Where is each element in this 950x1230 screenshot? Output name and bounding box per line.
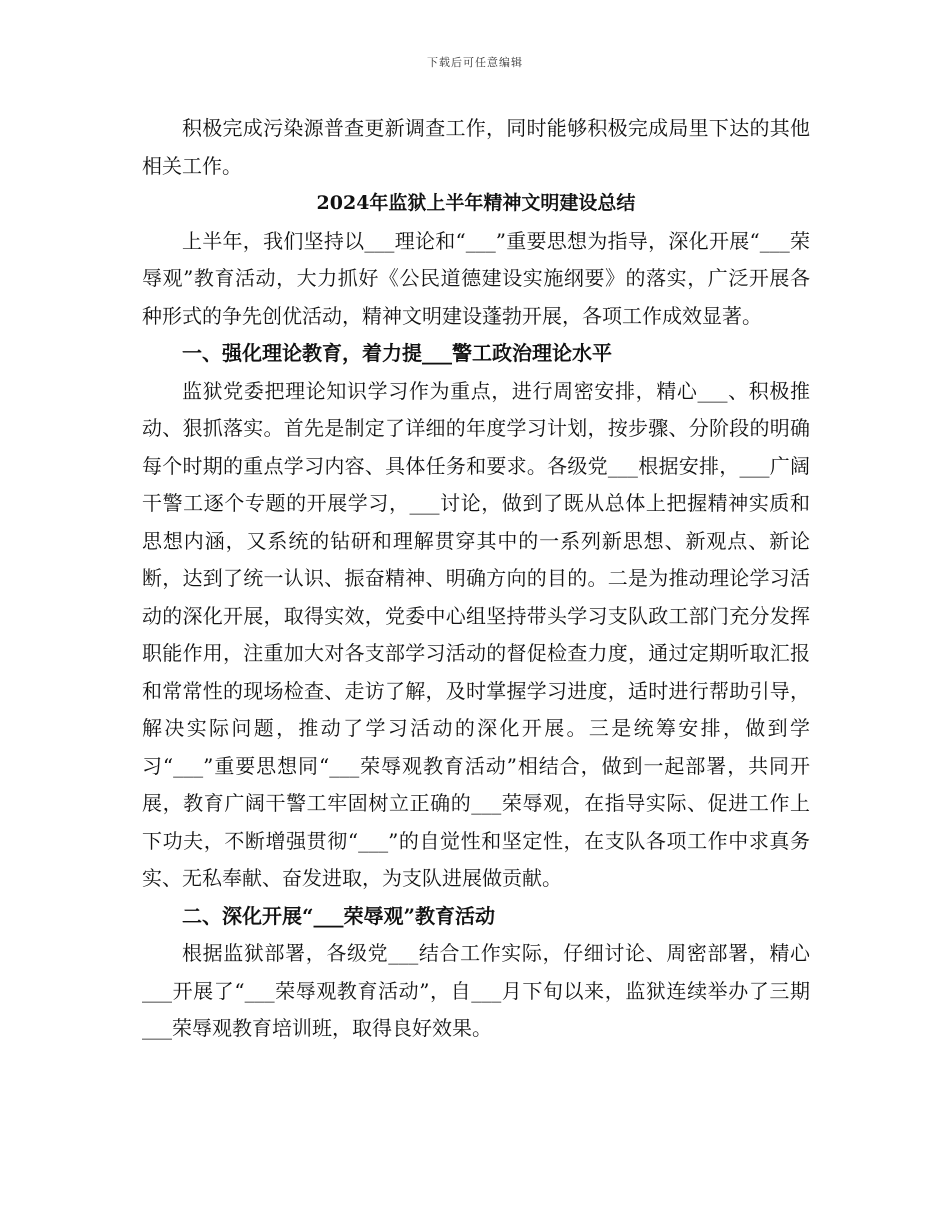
section-heading-2: 二、深化开展“___荣辱观”教育活动: [182, 903, 496, 928]
document-title: 2024年监狱上半年精神文明建设总结: [316, 192, 636, 214]
page-header: 下载后可任意编辑: [427, 56, 523, 69]
paragraph-1: 上半年，我们坚持以___理论和“___”重要思想为指导，深化开展“___荣辱观”教育活动，大力抓好《公民道德建设实施纲要》的落实，广泛开展各种形式的争先创优活动，精神文明建设蓬勃开展，各项工作成效显著。: [142, 228, 810, 328]
document-body: [142, 110, 810, 1048]
paragraph-3: 根据监狱部署，各级党___结合工作实际，仔细讨论、周密部署，精心___开展了“___荣辱观教育活动”，自___月下旬以来，监狱连续举办了三期___荣辱观教育培训班，取得良好效果。: [142, 941, 810, 1040]
section-heading-1: 一、强化理论教育，着力提___警工政治理论水平: [182, 341, 612, 365]
intro-paragraph: 积极完成污染源普查更新调查工作，同时能够积极完成局里下达的其他相关工作。: [142, 116, 810, 178]
paragraph-2: 监狱党委把理论知识学习作为重点，进行周密安排，精心___、积极推动、狠抓落实。首先是制定了详细的年度学习计划，按步骤、分阶段的明确每个时期的重点学习内容、具体任务和要求。各级党___根据安排，___广阔干警工逐个专题的开展学习，___讨论，做到了既从总体上把握精神实质和思想内涵，又系统的钻研和理解贯穿其中的一系列新思想、新观点、新论断，达到了统一认识、振奋精神、明确方向的目的。二是为推动理论学习活动的深化开展，取得实效，党委中心组坚持带头学习支队政工部门充分发挥职能作用，注重加大对各支部学习活动的督促检查力度，通过定期听取汇报和常常性的现场检查、走访了解，及时掌握学习进度，适时进行帮助引导，解决实际问题，推动了学习活动的深化开展。三是统筹安排，做到学习“___”重要思想同“___荣辱观教育活动”相结合，做到一起部署，共同开展，教育广阔干警工牢固树立正确的___荣辱观，在指导实际、促进工作上下功夫，不断增强贯彻“___”的自觉性和坚定性，在支队各项工作中求真务实、无私奉献、奋发进取，为支队进展做贡献。: [142, 378, 810, 890]
